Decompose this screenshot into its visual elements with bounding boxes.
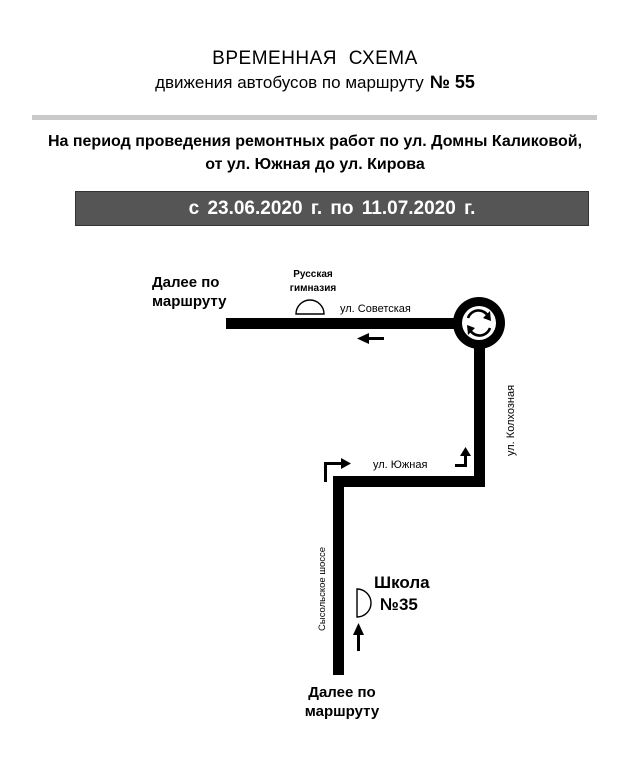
street-label-yuzhnaya: ул. Южная: [373, 459, 428, 471]
subtitle-text: движения автобусов по маршруту: [155, 73, 424, 92]
period-line-1: На период проведения ремонтных работ по ул. Домны Каликовой,: [47, 133, 583, 150]
street-label-syktyvkar: Сысольское шоссе: [317, 546, 328, 631]
route-segment-kolkhoznaya: [474, 325, 485, 487]
school-icon: [357, 589, 371, 617]
gymnasium-icon: [296, 300, 324, 314]
route-segment-yuzhnaya: [333, 476, 485, 487]
scheme-title: ВРЕМЕННАЯ СХЕМА: [212, 48, 418, 69]
roundabout-icon: [453, 297, 505, 349]
school-label-2: №35: [380, 595, 418, 614]
route-number: № 55: [429, 72, 475, 92]
continue-bottom-line-1: Далее по: [308, 684, 376, 701]
continue-bottom-line-2: маршруту: [304, 703, 380, 720]
date-range-bar: с 23.06.2020 г. по 11.07.2020 г.: [75, 191, 589, 226]
arrow-up-icon: [353, 623, 364, 651]
continue-top-line-2: маршруту: [152, 293, 227, 310]
gymnasium-label-2: гимназия: [289, 283, 337, 294]
street-label-sovetskaya: ул. Советская: [340, 303, 411, 315]
gymnasium-label-1: Русская: [293, 269, 333, 280]
route-segment-sovetskaya: [226, 318, 485, 329]
arrow-left-icon: [357, 333, 384, 344]
continue-top-line-1: Далее по: [152, 274, 220, 291]
route-segment-syktyvkar: [333, 476, 344, 675]
period-line-2: от ул. Южная до ул. Кирова: [205, 156, 425, 173]
street-label-kolkhoznaya: ул. Колхозная: [505, 384, 517, 456]
turn-up-arrow-icon: [455, 447, 471, 467]
school-label-1: Школа: [374, 573, 430, 592]
